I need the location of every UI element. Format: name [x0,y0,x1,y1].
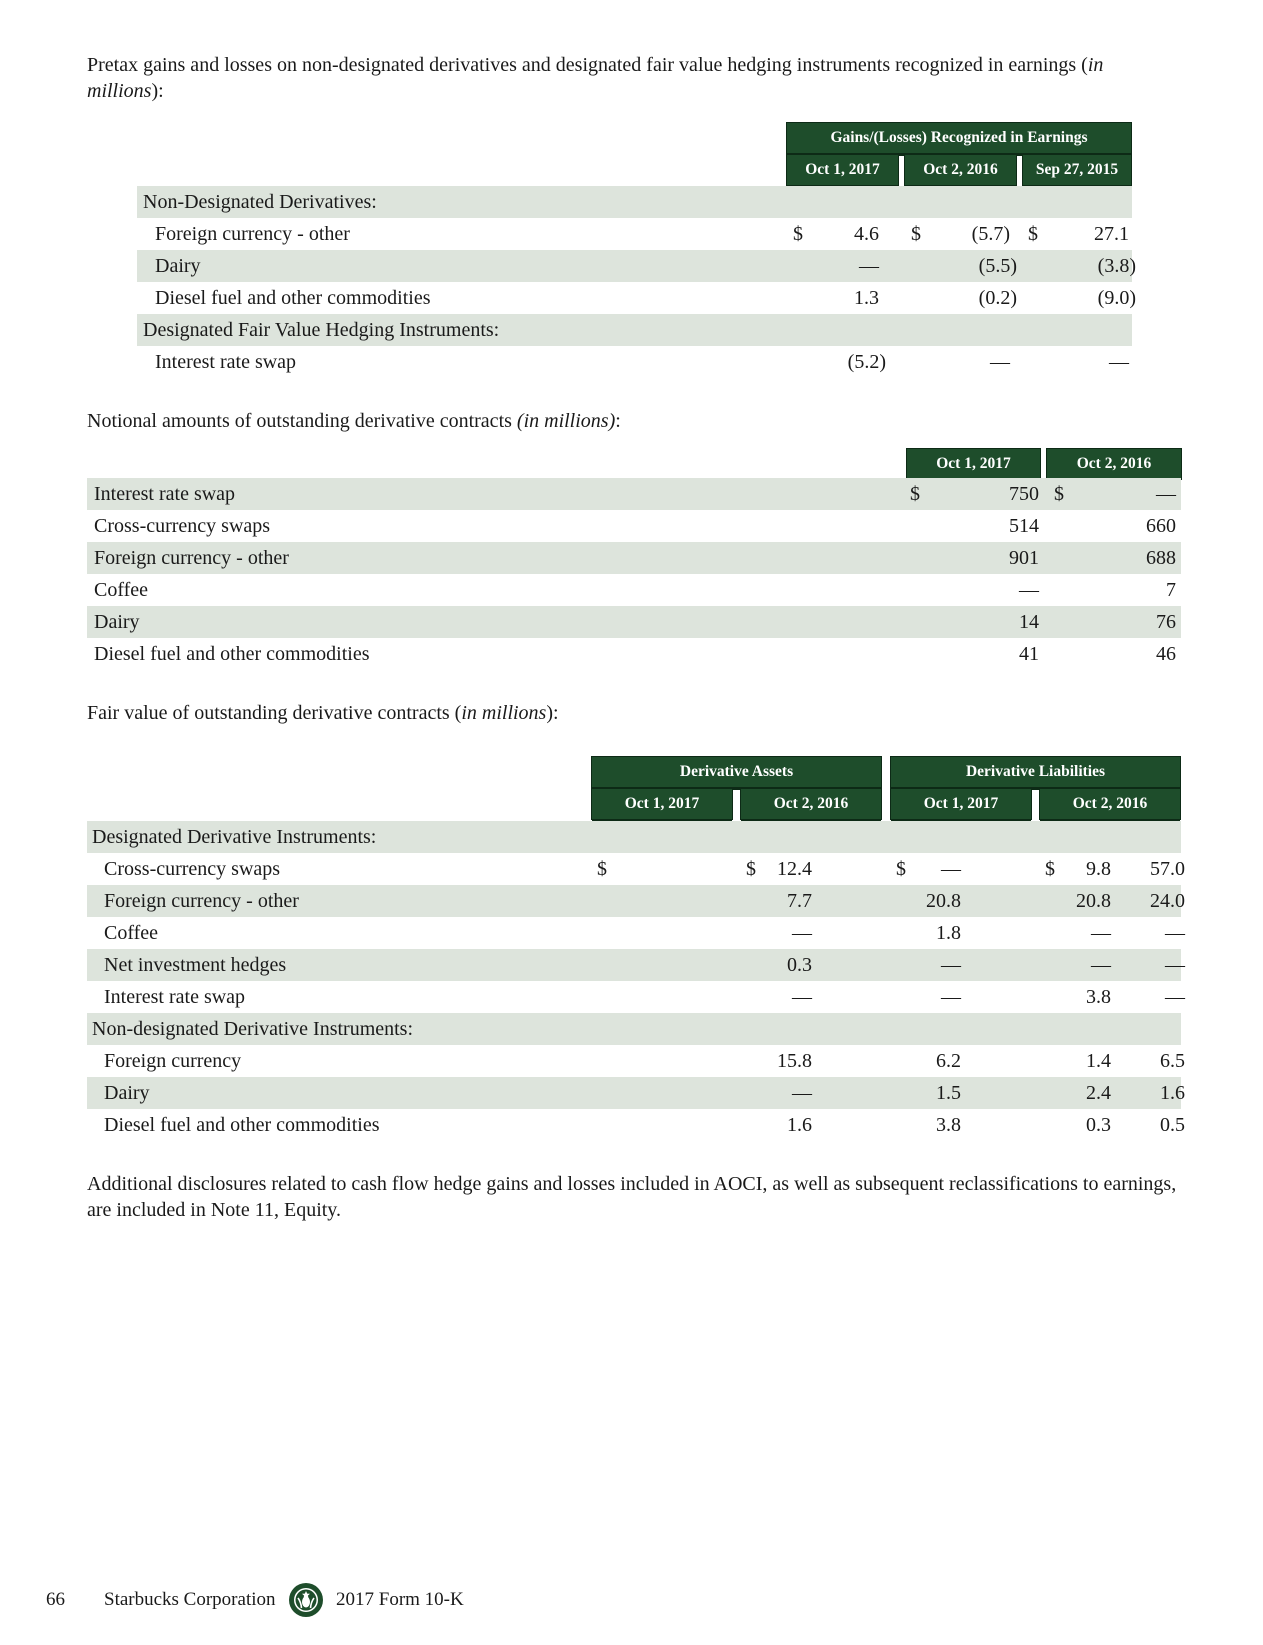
value-cell: — [1165,954,1185,976]
value-cell: — [1109,351,1129,373]
value-cell: 1.3 [854,287,879,309]
intro-text-1 [87,52,1177,104]
value-cell: 27.1 [1094,223,1129,245]
intro-text-3-main: Fair value of outstanding derivative contracts ( [87,702,462,724]
value-cell: (5.5) [978,255,1017,277]
earnings-col-header-2: Oct 2, 2016 [905,155,1016,185]
row-label: Diesel fuel and other commodities [155,287,431,309]
intro-text-3-end: ): [546,702,559,724]
row-label: Diesel fuel and other commodities [94,643,370,665]
value-cell: 76 [1156,611,1176,633]
table-row [137,314,1132,346]
dollar-sign: $ [793,223,803,245]
value-cell: — [792,1082,812,1104]
value-cell: 0.3 [1086,1114,1111,1136]
value-cell: 57.0 [1150,858,1185,880]
row-label: Designated Derivative Instruments: [92,826,377,848]
fair-value-col-header-3: Oct 1, 2017 [891,789,1031,819]
value-cell: (5.2) [847,351,886,373]
value-cell: (5.7) [971,223,1010,245]
value-cell: 20.8 [1076,890,1111,912]
value-cell: 7 [1166,579,1176,601]
row-label: Foreign currency - other [94,547,289,569]
table-row [87,478,1181,510]
intro-text-1-end: ): [151,80,164,102]
row-label: Non-designated Derivative Instruments: [92,1018,414,1040]
table-row [87,917,1185,949]
table-row [87,949,1185,981]
intro-text-1-emphasis: in millions [87,54,1104,102]
intro-text-3 [87,700,1177,726]
value-cell: — [1165,922,1185,944]
row-label: Foreign currency [104,1050,242,1072]
value-cell: 750 [1009,483,1039,505]
table-row [137,250,1136,282]
value-cell: 1.8 [936,922,961,944]
closing-text: Additional disclosures related to cash flow hedge gains and losses included in AOCI, as well as subsequent reclassifications to earnings, are included in Note 11, Equity. [87,1173,1177,1221]
row-label: Cross-currency swaps [94,515,271,537]
value-cell: — [941,954,961,976]
dollar-sign: $ [597,858,607,880]
value-cell: 688 [1146,547,1176,569]
row-label: Foreign currency - other [155,223,350,245]
value-cell: — [1165,986,1185,1008]
value-cell: (9.0) [1097,287,1136,309]
value-cell: — [792,986,812,1008]
earnings-col-header-1: Oct 1, 2017 [787,155,898,185]
value-cell: — [792,922,812,944]
value-cell: 6.2 [936,1050,961,1072]
row-label: Interest rate swap [104,986,246,1008]
row-label: Interest rate swap [155,351,297,373]
value-cell: — [1019,579,1039,601]
table-row [87,542,1181,574]
row-label: Diesel fuel and other commodities [104,1114,380,1136]
value-cell: 901 [1009,547,1039,569]
intro-text-2-emphasis: (in millions) [516,410,616,432]
table-row [87,606,1181,638]
table-row [87,1045,1185,1077]
row-label: Dairy [104,1082,150,1104]
value-cell: — [990,351,1010,373]
table-row [137,282,1136,314]
dollar-sign: $ [896,858,906,880]
value-cell: 514 [1009,515,1039,537]
table-row [87,1109,1185,1141]
value-cell: — [1091,922,1111,944]
table-row [137,218,1132,250]
row-label: Coffee [104,922,159,944]
value-cell: — [1156,483,1176,505]
value-cell: (3.8) [1097,255,1136,277]
row-label: Net investment hedges [104,954,287,976]
value-cell: 1.4 [1086,1050,1111,1072]
value-cell: 7.7 [787,890,812,912]
row-label: Dairy [155,255,201,277]
form-label: 2017 Form 10-K [336,1589,464,1610]
value-cell: 6.5 [1160,1050,1185,1072]
value-cell: — [941,858,961,880]
row-label: Interest rate swap [94,483,236,505]
value-cell: 9.8 [1086,858,1111,880]
earnings-group-header: Gains/(Losses) Recognized in Earnings [787,123,1131,153]
value-cell: 46 [1156,643,1176,665]
intro-text-1-main: Pretax gains and losses on non-designated derivatives and designated fair value hedging instruments recognized in earnings ( [87,54,1088,76]
value-cell: 0.5 [1160,1114,1185,1136]
table-row [87,510,1181,542]
dollar-sign: $ [1054,483,1064,505]
table-row [87,885,1185,917]
value-cell: 0.3 [787,954,812,976]
value-cell: 2.4 [1086,1082,1111,1104]
value-cell: 24.0 [1150,890,1185,912]
dollar-sign: $ [910,483,920,505]
fair-value-group-header-assets: Derivative Assets [592,757,881,787]
value-cell: (0.2) [978,287,1017,309]
intro-text-3-emphasis: in millions [461,702,547,724]
starbucks-logo-icon [288,1582,324,1618]
value-cell: 3.8 [1086,986,1111,1008]
fair-value-group-header-liabilities: Derivative Liabilities [891,757,1180,787]
value-cell: 4.6 [854,223,879,245]
table-row [87,638,1181,670]
fair-value-col-header-1: Oct 1, 2017 [592,789,732,819]
notional-col-header-1: Oct 1, 2017 [907,449,1040,479]
intro-text-2-main: Notional amounts of outstanding derivative contracts [87,410,517,432]
value-cell: 41 [1019,643,1039,665]
fair-value-col-header-2: Oct 2, 2016 [741,789,881,819]
value-cell: 20.8 [926,890,961,912]
value-cell: 14 [1019,611,1039,633]
table-row [87,853,1185,885]
row-label: Cross-currency swaps [104,858,281,880]
table-row [87,574,1181,606]
dollar-sign: $ [1028,223,1038,245]
value-cell: 15.8 [777,1050,812,1072]
earnings-col-header-3: Sep 27, 2015 [1023,155,1131,185]
dollar-sign: $ [746,858,756,880]
value-cell: — [1091,954,1111,976]
value-cell: 12.4 [777,858,812,880]
value-cell: 3.8 [936,1114,961,1136]
row-label: Foreign currency - other [104,890,299,912]
value-cell: 1.6 [787,1114,812,1136]
table-row [137,186,1132,218]
table-row [137,346,1132,378]
page-number: 66 [46,1589,65,1610]
intro-text-2 [87,408,1177,434]
value-cell: 1.6 [1160,1082,1185,1104]
dollar-sign: $ [911,223,921,245]
company-name: Starbucks Corporation [104,1589,276,1610]
value-cell: — [859,255,879,277]
fair-value-col-header-4: Oct 2, 2016 [1040,789,1180,819]
row-label: Dairy [94,611,140,633]
value-cell: 660 [1146,515,1176,537]
intro-text-2-end: : [615,410,621,432]
notional-col-header-2: Oct 2, 2016 [1047,449,1181,479]
table-row [87,981,1185,1013]
value-cell: 1.5 [936,1082,961,1104]
row-label: Coffee [94,579,149,601]
row-label: Non-Designated Derivatives: [143,191,377,213]
value-cell: — [941,986,961,1008]
table-row [87,821,1181,853]
table-row [87,1013,1181,1045]
row-label: Designated Fair Value Hedging Instruments: [143,319,500,341]
table-row [87,1077,1185,1109]
dollar-sign: $ [1045,858,1055,880]
